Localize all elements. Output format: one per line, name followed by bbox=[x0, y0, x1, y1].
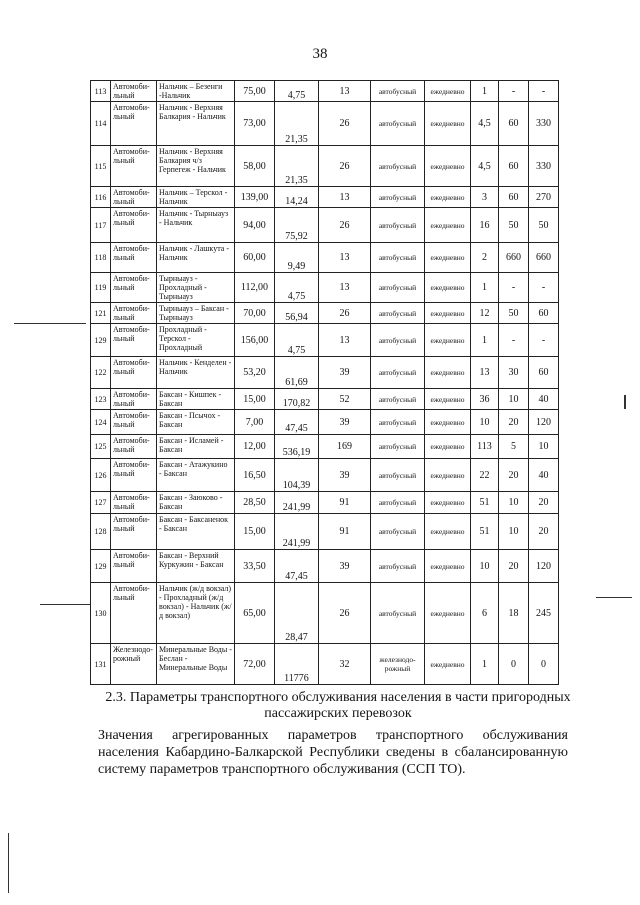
route-name: Нальчик - Верхняя Балкария ч/з Герпегеж - Нальчик bbox=[157, 146, 235, 187]
route-length: 4,75 bbox=[275, 81, 319, 102]
row-number: 128 bbox=[91, 514, 111, 550]
table-row bbox=[91, 435, 559, 459]
transport-mode: Автомоби-льный bbox=[111, 273, 157, 303]
route-name: Баксан - Кишпек - Баксан bbox=[157, 389, 235, 410]
transport-mode: Автомоби-льный bbox=[111, 459, 157, 492]
row-number: 118 bbox=[91, 243, 111, 273]
vehicle-type: автобусный bbox=[371, 492, 425, 514]
ticket-price: 75,00 bbox=[235, 81, 275, 102]
ticket-price: 60,00 bbox=[235, 243, 275, 273]
ticket-price: 7,00 bbox=[235, 410, 275, 435]
value-b: 20 bbox=[499, 459, 529, 492]
value-c: 20 bbox=[529, 492, 559, 514]
section-heading: 2.3. Параметры транспортного обслуживания населения в части пригородных пассажирских перевозок bbox=[105, 690, 571, 721]
trip-count: 13 bbox=[319, 324, 371, 357]
value-a: 4,5 bbox=[471, 146, 499, 187]
route-length: 9,49 bbox=[275, 243, 319, 273]
value-c: 20 bbox=[529, 514, 559, 550]
value-b: 60 bbox=[499, 146, 529, 187]
table-row bbox=[91, 243, 559, 273]
row-number: 113 bbox=[91, 81, 111, 102]
transport-mode: Автомоби-льный bbox=[111, 102, 157, 146]
value-a: 6 bbox=[471, 583, 499, 644]
schedule-frequency: ежедневно bbox=[425, 187, 471, 208]
value-b: 30 bbox=[499, 357, 529, 389]
transport-mode: Автомоби-льный bbox=[111, 492, 157, 514]
transport-mode: Автомоби-льный bbox=[111, 303, 157, 324]
route-name: Нальчик (ж/д вокзал) - Прохладный (ж/д вокзал) - Нальчик (ж/д вокзал) bbox=[157, 583, 235, 644]
scan-line bbox=[8, 833, 9, 893]
table-row bbox=[91, 187, 559, 208]
schedule-frequency: ежедневно bbox=[425, 324, 471, 357]
value-b: 50 bbox=[499, 208, 529, 243]
ticket-price: 28,50 bbox=[235, 492, 275, 514]
value-b: 10 bbox=[499, 389, 529, 410]
vehicle-type: автобусный bbox=[371, 81, 425, 102]
row-number: 124 bbox=[91, 410, 111, 435]
route-name: Баксан - Атажукино - Баксан bbox=[157, 459, 235, 492]
value-c: 50 bbox=[529, 208, 559, 243]
route-length: 47,45 bbox=[275, 410, 319, 435]
row-number: 119 bbox=[91, 273, 111, 303]
vehicle-type: автобусный bbox=[371, 146, 425, 187]
route-name: Нальчик – Терскол - Нальчик bbox=[157, 187, 235, 208]
value-c: 330 bbox=[529, 146, 559, 187]
row-number: 122 bbox=[91, 357, 111, 389]
route-length: 28,47 bbox=[275, 583, 319, 644]
route-length: 75,92 bbox=[275, 208, 319, 243]
value-b: 20 bbox=[499, 410, 529, 435]
vehicle-type: автобусный bbox=[371, 273, 425, 303]
vehicle-type: автобусный bbox=[371, 357, 425, 389]
ticket-price: 65,00 bbox=[235, 583, 275, 644]
vehicle-type: железнодо-рожный bbox=[371, 644, 425, 685]
route-length: 241,99 bbox=[275, 492, 319, 514]
schedule-frequency: ежедневно bbox=[425, 303, 471, 324]
vehicle-type: автобусный bbox=[371, 550, 425, 583]
ticket-price: 53,20 bbox=[235, 357, 275, 389]
row-number: 130 bbox=[91, 583, 111, 644]
route-length: 536,19 bbox=[275, 435, 319, 459]
value-c: 40 bbox=[529, 459, 559, 492]
vehicle-type: автобусный bbox=[371, 324, 425, 357]
table-row bbox=[91, 102, 559, 146]
value-b: - bbox=[499, 324, 529, 357]
vehicle-type: автобусный bbox=[371, 514, 425, 550]
value-b: 50 bbox=[499, 303, 529, 324]
trip-count: 39 bbox=[319, 410, 371, 435]
ticket-price: 15,00 bbox=[235, 389, 275, 410]
route-length: 14,24 bbox=[275, 187, 319, 208]
scan-line bbox=[596, 597, 632, 598]
route-name: Баксан - Заюково - Баксан bbox=[157, 492, 235, 514]
ticket-price: 16,50 bbox=[235, 459, 275, 492]
vehicle-type: автобусный bbox=[371, 459, 425, 492]
ticket-price: 94,00 bbox=[235, 208, 275, 243]
ticket-price: 139,00 bbox=[235, 187, 275, 208]
value-c: 10 bbox=[529, 435, 559, 459]
value-b: 10 bbox=[499, 492, 529, 514]
table-row bbox=[91, 583, 559, 644]
value-a: 1 bbox=[471, 273, 499, 303]
schedule-frequency: ежедневно bbox=[425, 492, 471, 514]
trip-count: 13 bbox=[319, 81, 371, 102]
trip-count: 26 bbox=[319, 146, 371, 187]
trip-count: 52 bbox=[319, 389, 371, 410]
vehicle-type: автобусный bbox=[371, 187, 425, 208]
value-b: 20 bbox=[499, 550, 529, 583]
transport-mode: Автомоби-льный bbox=[111, 514, 157, 550]
transport-mode: Автомоби-льный bbox=[111, 435, 157, 459]
route-length: 4,75 bbox=[275, 273, 319, 303]
value-a: 10 bbox=[471, 550, 499, 583]
trip-count: 26 bbox=[319, 303, 371, 324]
value-c: 660 bbox=[529, 243, 559, 273]
route-name: Баксан - Псычох - Баксан bbox=[157, 410, 235, 435]
transport-mode: Автомоби-льный bbox=[111, 389, 157, 410]
trip-count: 13 bbox=[319, 243, 371, 273]
value-b: - bbox=[499, 81, 529, 102]
schedule-frequency: ежедневно bbox=[425, 273, 471, 303]
route-name: Тырныауз - Прохладный - Тырныауз bbox=[157, 273, 235, 303]
schedule-frequency: ежедневно bbox=[425, 583, 471, 644]
vehicle-type: автобусный bbox=[371, 435, 425, 459]
value-a: 4,5 bbox=[471, 102, 499, 146]
ticket-price: 112,00 bbox=[235, 273, 275, 303]
transport-mode: Автомоби-льный bbox=[111, 187, 157, 208]
route-length: 11776 bbox=[275, 644, 319, 685]
value-c: 120 bbox=[529, 550, 559, 583]
value-a: 1 bbox=[471, 324, 499, 357]
value-c: 0 bbox=[529, 644, 559, 685]
value-c: - bbox=[529, 81, 559, 102]
route-name: Нальчик - Верхняя Балкария - Нальчик bbox=[157, 102, 235, 146]
trip-count: 39 bbox=[319, 550, 371, 583]
value-c: 60 bbox=[529, 303, 559, 324]
table-row bbox=[91, 357, 559, 389]
schedule-frequency: ежедневно bbox=[425, 459, 471, 492]
value-b: 60 bbox=[499, 187, 529, 208]
transport-mode: Автомоби-льный bbox=[111, 243, 157, 273]
vehicle-type: автобусный bbox=[371, 303, 425, 324]
row-number: 114 bbox=[91, 102, 111, 146]
schedule-frequency: ежедневно bbox=[425, 550, 471, 583]
schedule-frequency: ежедневно bbox=[425, 102, 471, 146]
value-c: - bbox=[529, 324, 559, 357]
route-length: 104,39 bbox=[275, 459, 319, 492]
table-row bbox=[91, 208, 559, 243]
route-name: Баксан - Баксаненок - Баксан bbox=[157, 514, 235, 550]
value-c: 270 bbox=[529, 187, 559, 208]
row-number: 116 bbox=[91, 187, 111, 208]
value-a: 51 bbox=[471, 514, 499, 550]
scan-line bbox=[14, 323, 86, 324]
row-number: 125 bbox=[91, 435, 111, 459]
route-name: Нальчик - Лашкута - Нальчик bbox=[157, 243, 235, 273]
trip-count: 26 bbox=[319, 102, 371, 146]
table-row bbox=[91, 459, 559, 492]
vehicle-type: автобусный bbox=[371, 102, 425, 146]
row-number: 131 bbox=[91, 644, 111, 685]
route-name: Баксан - Исламей - Баксан bbox=[157, 435, 235, 459]
value-a: 1 bbox=[471, 644, 499, 685]
route-length: 21,35 bbox=[275, 102, 319, 146]
ticket-price: 156,00 bbox=[235, 324, 275, 357]
schedule-frequency: ежедневно bbox=[425, 146, 471, 187]
scan-line bbox=[624, 395, 626, 409]
trip-count: 169 bbox=[319, 435, 371, 459]
trip-count: 91 bbox=[319, 492, 371, 514]
route-length: 56,94 bbox=[275, 303, 319, 324]
trip-count: 13 bbox=[319, 273, 371, 303]
transport-mode: Автомоби-льный bbox=[111, 357, 157, 389]
body-paragraph: Значения агрегированных параметров транспортного обслуживания населения Кабардино-Балкарской Республики сведены в сбалансированную систему параметров транспортного обслуживания (ССП ТО). bbox=[98, 728, 568, 777]
table-row bbox=[91, 81, 559, 102]
schedule-frequency: ежедневно bbox=[425, 243, 471, 273]
value-b: 10 bbox=[499, 514, 529, 550]
value-a: 16 bbox=[471, 208, 499, 243]
value-b: 18 bbox=[499, 583, 529, 644]
vehicle-type: автобусный bbox=[371, 583, 425, 644]
route-length: 21,35 bbox=[275, 146, 319, 187]
ticket-price: 73,00 bbox=[235, 102, 275, 146]
trip-count: 26 bbox=[319, 583, 371, 644]
schedule-frequency: ежедневно bbox=[425, 644, 471, 685]
route-name: Минеральные Воды - Беслан - Минеральные Воды bbox=[157, 644, 235, 685]
ticket-price: 72,00 bbox=[235, 644, 275, 685]
value-b: 60 bbox=[499, 102, 529, 146]
route-length: 47,45 bbox=[275, 550, 319, 583]
schedule-frequency: ежедневно bbox=[425, 514, 471, 550]
value-c: 40 bbox=[529, 389, 559, 410]
ticket-price: 58,00 bbox=[235, 146, 275, 187]
transport-mode: Автомоби-льный bbox=[111, 410, 157, 435]
table-row bbox=[91, 550, 559, 583]
route-length: 61,69 bbox=[275, 357, 319, 389]
trip-count: 32 bbox=[319, 644, 371, 685]
schedule-frequency: ежедневно bbox=[425, 389, 471, 410]
value-a: 22 bbox=[471, 459, 499, 492]
table-row bbox=[91, 303, 559, 324]
route-name: Нальчик - Кенделен - Нальчик bbox=[157, 357, 235, 389]
row-number: 123 bbox=[91, 389, 111, 410]
route-name: Тырныауз – Баксан - Тырныауз bbox=[157, 303, 235, 324]
value-a: 36 bbox=[471, 389, 499, 410]
table-row bbox=[91, 410, 559, 435]
transport-mode: Автомоби-льный bbox=[111, 146, 157, 187]
ticket-price: 33,50 bbox=[235, 550, 275, 583]
ticket-price: 70,00 bbox=[235, 303, 275, 324]
schedule-frequency: ежедневно bbox=[425, 357, 471, 389]
value-a: 10 bbox=[471, 410, 499, 435]
transport-mode: Железнодо-рожный bbox=[111, 644, 157, 685]
row-number: 126 bbox=[91, 459, 111, 492]
schedule-frequency: ежедневно bbox=[425, 81, 471, 102]
value-a: 1 bbox=[471, 81, 499, 102]
route-length: 170,82 bbox=[275, 389, 319, 410]
table-row bbox=[91, 324, 559, 357]
scan-line bbox=[40, 604, 90, 605]
transport-mode: Автомоби-льный bbox=[111, 208, 157, 243]
value-b: 5 bbox=[499, 435, 529, 459]
vehicle-type: автобусный bbox=[371, 243, 425, 273]
table-row bbox=[91, 273, 559, 303]
trip-count: 13 bbox=[319, 187, 371, 208]
value-b: - bbox=[499, 273, 529, 303]
schedule-frequency: ежедневно bbox=[425, 410, 471, 435]
transport-mode: Автомоби-льный bbox=[111, 550, 157, 583]
value-a: 3 bbox=[471, 187, 499, 208]
trip-count: 91 bbox=[319, 514, 371, 550]
row-number: 129 bbox=[91, 324, 111, 357]
ticket-price: 15,00 bbox=[235, 514, 275, 550]
row-number: 115 bbox=[91, 146, 111, 187]
table-row bbox=[91, 389, 559, 410]
vehicle-type: автобусный bbox=[371, 389, 425, 410]
transport-mode: Автомоби-льный bbox=[111, 324, 157, 357]
trip-count: 39 bbox=[319, 357, 371, 389]
row-number: 121 bbox=[91, 303, 111, 324]
routes-table bbox=[90, 80, 559, 685]
route-length: 241,99 bbox=[275, 514, 319, 550]
vehicle-type: автобусный bbox=[371, 410, 425, 435]
trip-count: 39 bbox=[319, 459, 371, 492]
route-length: 4,75 bbox=[275, 324, 319, 357]
value-b: 0 bbox=[499, 644, 529, 685]
value-c: 245 bbox=[529, 583, 559, 644]
value-b: 660 bbox=[499, 243, 529, 273]
row-number: 127 bbox=[91, 492, 111, 514]
trip-count: 26 bbox=[319, 208, 371, 243]
vehicle-type: автобусный bbox=[371, 208, 425, 243]
schedule-frequency: ежедневно bbox=[425, 208, 471, 243]
value-c: - bbox=[529, 273, 559, 303]
row-number: 129 bbox=[91, 550, 111, 583]
value-a: 12 bbox=[471, 303, 499, 324]
value-a: 2 bbox=[471, 243, 499, 273]
value-a: 13 bbox=[471, 357, 499, 389]
value-a: 51 bbox=[471, 492, 499, 514]
value-c: 60 bbox=[529, 357, 559, 389]
ticket-price: 12,00 bbox=[235, 435, 275, 459]
value-c: 330 bbox=[529, 102, 559, 146]
route-name: Нальчик - Тырныауз - Нальчик bbox=[157, 208, 235, 243]
table-row bbox=[91, 514, 559, 550]
route-name: Нальчик – Безенги -Нальчик bbox=[157, 81, 235, 102]
value-c: 120 bbox=[529, 410, 559, 435]
transport-mode: Автомоби-льный bbox=[111, 81, 157, 102]
table-row bbox=[91, 146, 559, 187]
row-number: 117 bbox=[91, 208, 111, 243]
page-number: 38 bbox=[312, 46, 328, 62]
value-a: 113 bbox=[471, 435, 499, 459]
route-name: Прохладный - Терскол - Прохладный bbox=[157, 324, 235, 357]
table-row bbox=[91, 492, 559, 514]
transport-mode: Автомоби-льный bbox=[111, 583, 157, 644]
route-name: Баксан - Верхний Куркужин - Баксан bbox=[157, 550, 235, 583]
table-row bbox=[91, 644, 559, 685]
schedule-frequency: ежедневно bbox=[425, 435, 471, 459]
